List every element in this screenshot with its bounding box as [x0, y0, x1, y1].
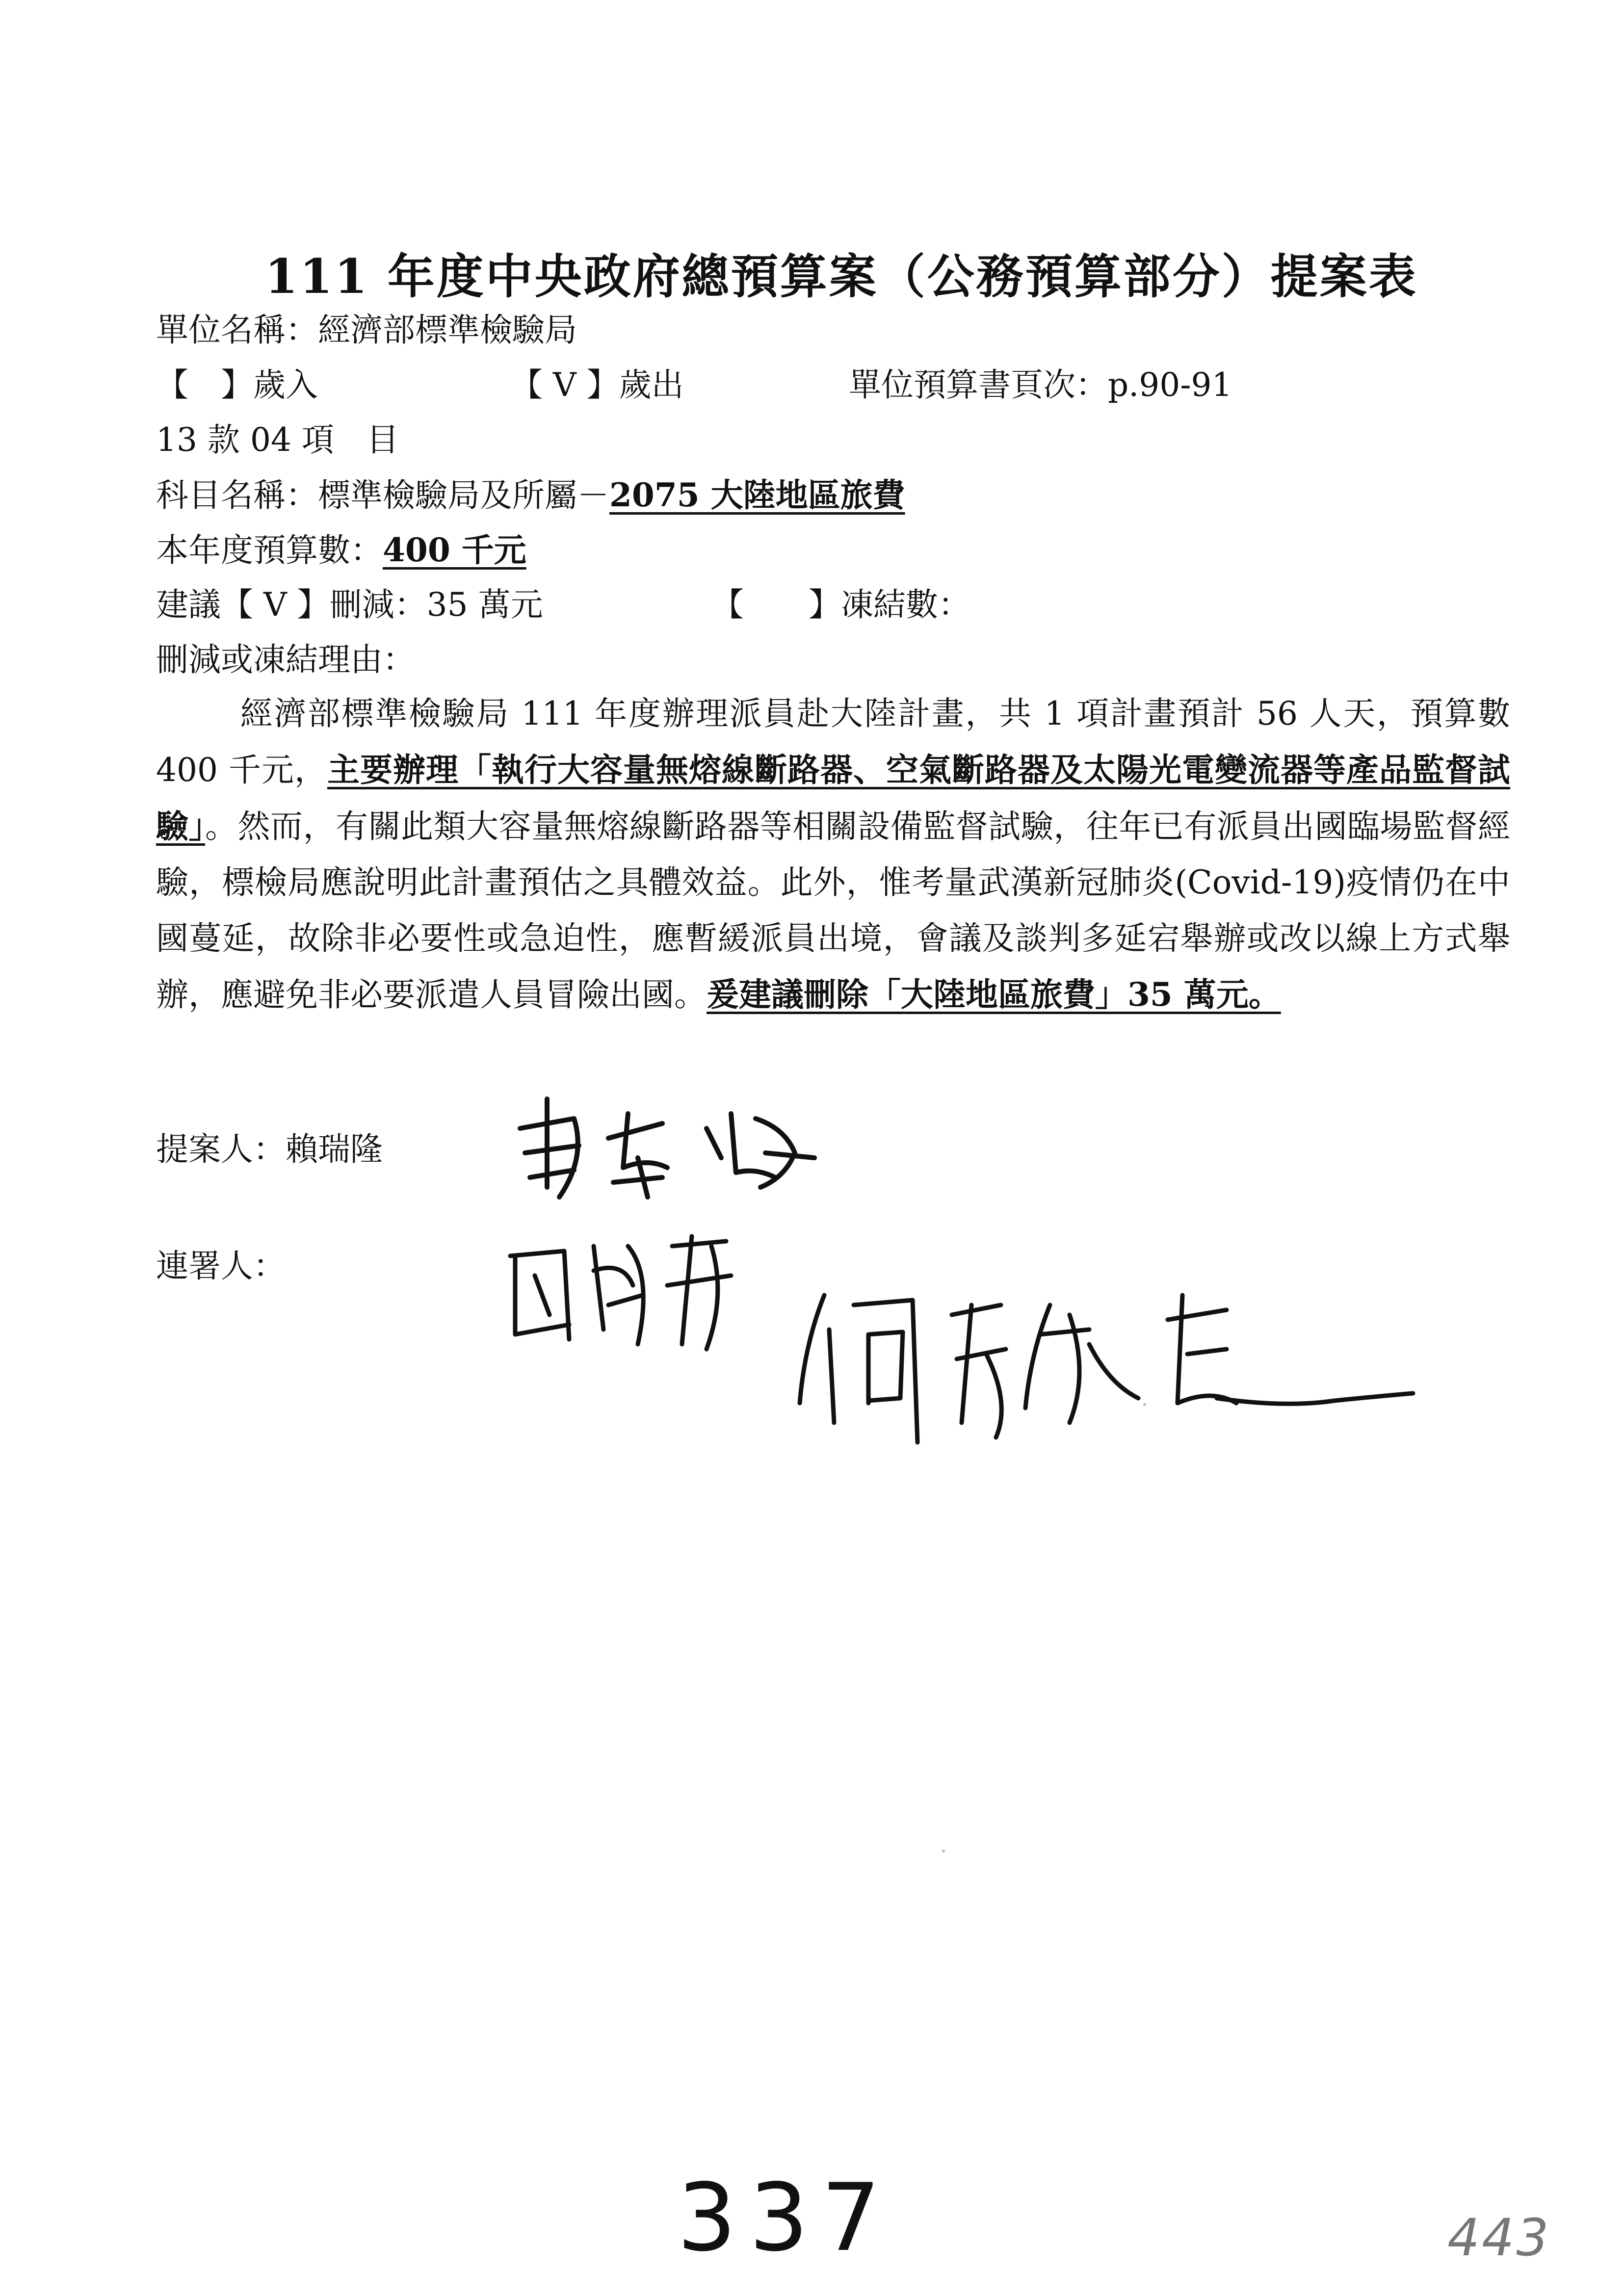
subject-name: 2075 大陸地區旅費	[609, 476, 905, 514]
item-code: 13 款 04 項 目	[156, 421, 399, 459]
handwritten-number: 443	[1447, 2208, 1551, 2268]
page-number: 337	[677, 2164, 893, 2272]
reason-paragraph	[156, 686, 1510, 1023]
reason-part3: 。然而，有關此類大容量無熔線斷路器等相關設備監督試驗，往年已有派員出國臨場監督經驗，標檢局應說明此計畫預估之具體效益。此外，惟考量武漢新冠肺炎(Covid-19)疫情仍在中國蔓延，故除非必要性或急迫性，應暫緩派員出境，會議及談判多延宕舉辦或改以線上方式舉辦，應避免非必要派遣人員冒險出國。	[156, 808, 1511, 1014]
suggest-cut: 建議【 V 】刪減：35 萬元	[156, 586, 543, 624]
reason-label: 刪減或凍結理由：	[156, 641, 415, 678]
cosigner-signature-2	[795, 1276, 1433, 1462]
subject-line	[156, 476, 905, 514]
expense-checkbox-label: 【 V 】歲出	[510, 366, 684, 404]
cosigner-label: 連署人：	[156, 1247, 286, 1285]
cosigner-signature-1	[496, 1217, 770, 1364]
reason-conclusion: 爰建議刪除「大陸地區旅費」35 萬元。	[707, 975, 1281, 1014]
scan-speck	[1143, 1403, 1146, 1406]
freeze-label: 【 】凍結數：	[711, 586, 970, 624]
proposer-signature	[500, 1084, 844, 1212]
budget-amount: 400 千元	[383, 531, 526, 569]
reason-part1: 經濟部標準檢驗局 111 年度辦理派員赴大陸計畫，共 1 項計畫預計 56 人天，預算數 400 千元，	[156, 695, 1510, 789]
scan-speck	[942, 1850, 945, 1852]
budget-prefix: 本年度預算數：	[156, 531, 383, 569]
budget-line	[156, 531, 526, 569]
page-title: 111 年度中央政府總預算案（公務預算部分）提案表	[265, 249, 1418, 304]
subject-prefix: 科目名稱：標準檢驗局及所屬－	[156, 476, 609, 514]
unit-name: 單位名稱：經濟部標準檢驗局	[156, 311, 577, 349]
revenue-checkbox-label: 【 】歲入	[156, 366, 318, 404]
proposer-label: 提案人：賴瑞隆	[156, 1130, 383, 1168]
reason-highlight: 主要辦理「執行大容量無熔線斷路器、空氣斷路器及太陽光電變流器等產品監督試驗」	[156, 751, 1511, 845]
page-reference: 單位預算書頁次：p.90-91	[849, 366, 1232, 404]
